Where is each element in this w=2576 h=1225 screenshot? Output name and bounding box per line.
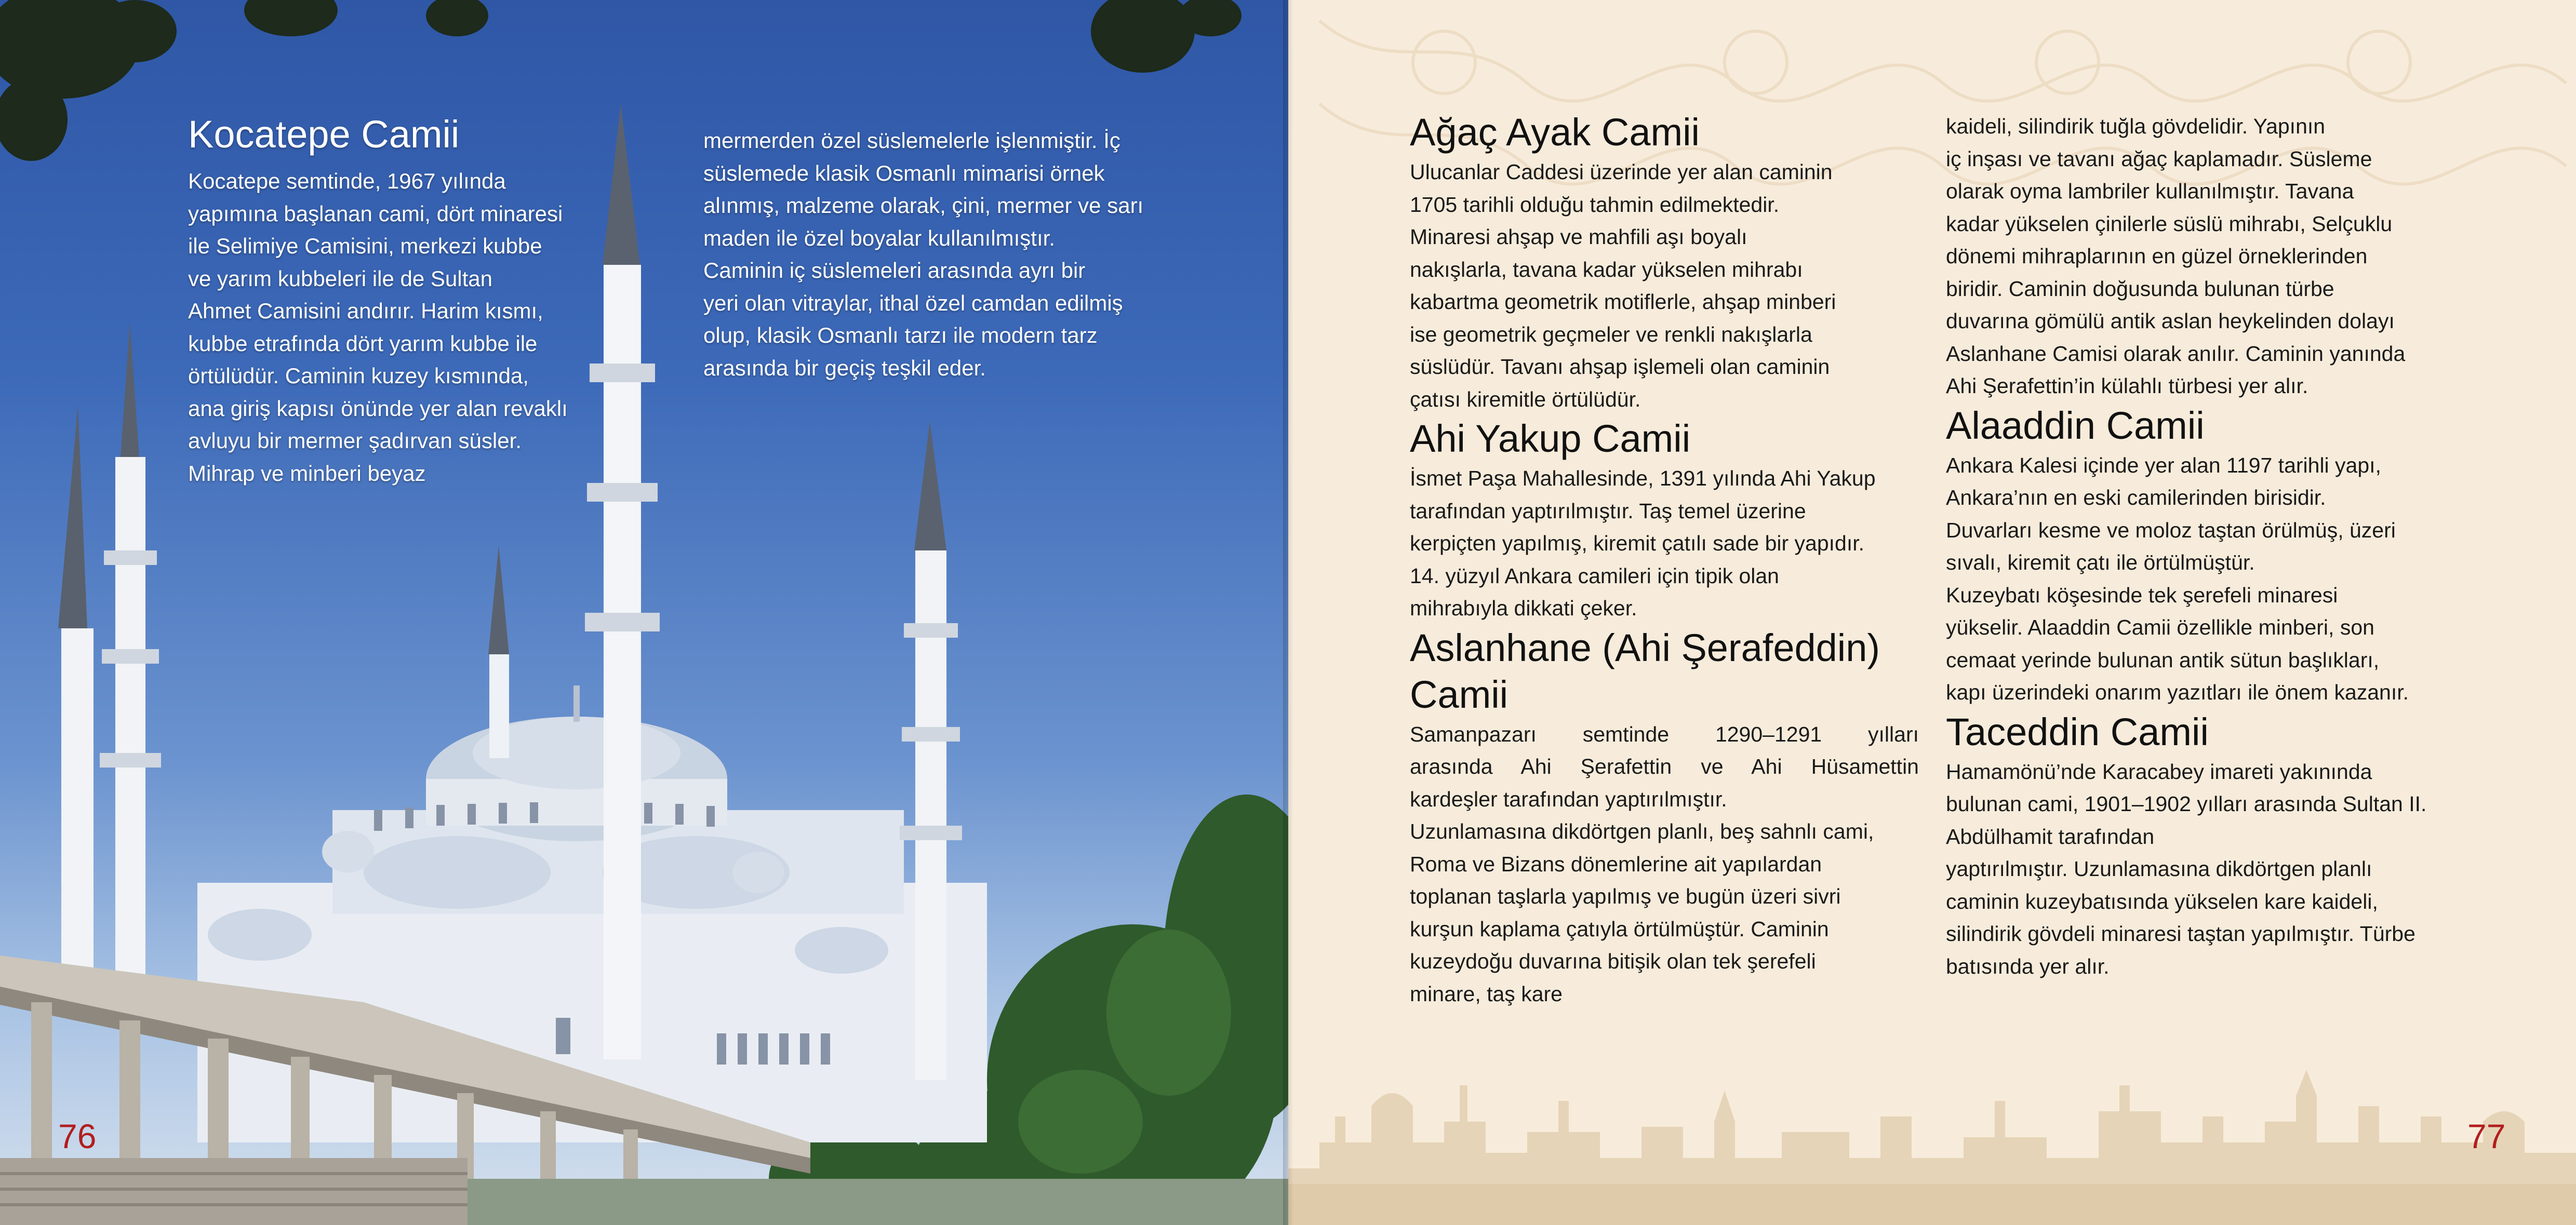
alaaddin-line: Ankara’nın en eski camilerinden birisidir. [1946,486,2326,509]
taceddin-line: bulunan cami, 1901–1902 yılları arasında Sultan II. [1946,792,2427,816]
taceddin-line: caminin kuzeybatısında yükselen kare kaideli, [1946,889,2378,913]
aslanhane-title-cont: Camii [1410,672,1509,716]
kocatepe-line: alınmış, malzeme olarak, çini, mermer ve sarı [703,193,1144,218]
agac-ayak-title: Ağaç Ayak Camii [1410,111,1700,154]
kocatepe-line: örtülüdür. Caminin kuzey kısmında, [188,364,529,388]
alaaddin-line: yükselir. Alaaddin Camii özellikle minberi, son [1946,615,2374,639]
aslanhane-line: kardeşler tarafından yaptırılmıştır. [1410,787,1727,811]
book-spine-shadow [1283,0,1293,1225]
kocatepe-line: Kocatepe semtinde, 1967 yılında [188,169,506,193]
agac-ayak-line: çatısı kiremitle örtülüdür. [1410,387,1641,411]
aslanhane-cont-line: dönemi mihraplarının en güzel örneklerinden [1946,244,2368,268]
aslanhane-cont-line: kaideli, silindirik tuğla gövdelidir. Yapının [1946,114,2326,138]
agac-ayak-line: 1705 tarihli olduğu tahmin edilmektedir. [1410,192,1780,217]
alaaddin-line: kapı üzerindeki onarım yazıtları ile önem kazanır. [1946,680,2409,704]
taceddin-title: Taceddin Camii [1946,710,2209,753]
kocatepe-line: Caminin iç süslemeleri arasında ayrı bir [703,258,1086,282]
aslanhane-title: Aslanhane (Ahi Şerafeddin) [1410,626,1880,669]
aslanhane-line: arasında Ahi Şerafettin ve Ahi Hüsamettin [1410,755,1919,778]
alaaddin-line: sıvalı, kiremit çatı ile örtülmüştür. [1946,550,2255,574]
page-number-right: 77 [2467,1117,2506,1155]
alaaddin-line: cemaat yerinde bulunan antik sütun başlıkları, [1946,648,2380,672]
taceddin-line: Hamamönü’nde Karacabey imareti yakınında [1946,759,2372,784]
alaaddin-line: Ankara Kalesi içinde yer alan 1197 tarihli yapı, [1946,453,2381,477]
aslanhane-cont-line: kadar yükselen çinilerle süslü mihrabı, Selçuklu [1946,211,2393,236]
kocatepe-line: ve yarım kubbeleri ile de Sultan [188,266,492,291]
aslanhane-line: Roma ve Bizans dönemlerine ait yapılardan [1410,852,1822,876]
kocatepe-line: süslemede klasik Osmanlı mimarisi örnek [703,160,1105,185]
kocatepe-column-2 [703,125,1181,384]
ahi-yakup-line: kerpiçten yapılmış, kiremit çatılı sade bir yapıdır. [1410,531,1864,555]
aslanhane-line: toplanan taşlarla yapılmış ve bugün üzeri sivri [1410,884,1841,908]
taceddin-line: Abdülhamit tarafından [1946,824,2155,849]
kocatepe-line: Ahmet Camisini andırır. Harim kısmı, [188,299,543,323]
kocatepe-line: maden ile özel boyalar kullanılmıştır. [703,225,1055,250]
page-number-left: 76 [58,1117,97,1155]
agac-ayak-line: Ulucanlar Caddesi üzerinde yer alan caminin [1410,160,1833,184]
taceddin-line: silindirik gövdeli minaresi taştan yapılmıştır. Türbe [1946,922,2415,946]
kocatepe-line: yeri olan vitraylar, ithal özel camdan edilmiş [703,290,1123,315]
aslanhane-cont-line: duvarına gömülü antik aslan heykelinden dolayı [1946,309,2395,333]
ahi-yakup-line: mihrabıyla dikkati çeker. [1410,596,1637,620]
kocatepe-column-1 [188,111,593,490]
kocatepe-line: arasında bir geçiş teşkil eder. [703,355,986,380]
alaaddin-title: Alaaddin Camii [1946,403,2205,447]
aslanhane-cont-line: Ahi Şerafettin’in külahlı türbesi yer alır. [1946,374,2308,398]
kocatepe-line: ana giriş kapısı önünde yer alan revaklı [188,396,568,421]
aslanhane-cont-line: biridir. Caminin doğusunda bulunan türbe [1946,276,2334,301]
mosque-body [197,685,987,1142]
taceddin-line: batısında yer alır. [1946,954,2110,978]
right-column-1 [1410,109,1919,1010]
agac-ayak-line: Minaresi ahşap ve mahfili aşı boyalı [1410,225,1747,249]
kocatepe-line: kubbe etrafında dört yarım kubbe ile [188,331,538,356]
aslanhane-cont-line: Aslanhane Camisi olarak anılır. Caminin yanında [1946,341,2406,366]
agac-ayak-line: kabartma geometrik motiflerle, ahşap minberi [1410,290,1836,314]
aslanhane-cont-line: olarak oyma lambriler kullanılmıştır. Tavana [1946,179,2354,203]
right-page [1288,0,2576,1225]
aslanhane-line: minare, taş kare [1410,981,1563,1006]
kocatepe-line: olup, klasik Osmanlı tarzı ile modern tarz [703,323,1098,347]
ankara-skyline [1288,1070,2576,1225]
kocatepe-line: mermerden özel süslemelerle işlenmiştir. İç [703,128,1120,153]
ahi-yakup-line: 14. yüzyıl Ankara camileri için tipik olan [1410,563,1779,588]
kocatepe-line: yapımına başlanan cami, dört minaresi [188,201,563,226]
taceddin-line: yaptırılmıştır. Uzunlamasına dikdörtgen planlı [1946,857,2372,881]
ahi-yakup-line: tarafından yaptırılmıştır. Taş temel üzerine [1410,499,1806,523]
ahi-yakup-line: İsmet Paşa Mahallesinde, 1391 yılında Ahi Yakup [1410,466,1876,490]
agac-ayak-line: süslüdür. Tavanı ahşap işlemeli olan caminin [1410,355,1830,379]
alaaddin-line: Duvarları kesme ve moloz taştan örülmüş, üzeri [1946,518,2396,542]
agac-ayak-line: ise geometrik geçmeler ve renkli nakışlarla [1410,322,1812,346]
aslanhane-cont-line: iç inşası ve tavanı ağaç kaplamadır. Süsleme [1946,146,2372,171]
aslanhane-line: kurşun kaplama çatıyla örtülmüştür. Caminin [1410,917,1829,941]
kocatepe-line: ile Selimiye Camisini, merkezi kubbe [188,234,542,258]
ahi-yakup-title: Ahi Yakup Camii [1410,417,1691,460]
right-column-2 [1946,110,2465,982]
aslanhane-line: kuzeydoğu duvarına bitişik olan tek şerefeli [1410,949,1816,973]
kocatepe-line: avluyu bir mermer şadırvan süsler. [188,428,522,453]
aslanhane-line: Samanpazarı semtinde 1290–1291 yılları [1410,722,1919,746]
aslanhane-line: Uzunlamasına dikdörtgen planlı, beş sahnlı cami, [1410,819,1874,843]
alaaddin-line: Kuzeybatı köşesinde tek şerefeli minaresi [1946,583,2338,607]
kocatepe-title: Kocatepe Camii [188,113,460,156]
agac-ayak-line: nakışlarla, tavana kadar yükselen mihrabı [1410,257,1803,281]
kocatepe-line: Mihrap ve minberi beyaz [188,461,426,486]
